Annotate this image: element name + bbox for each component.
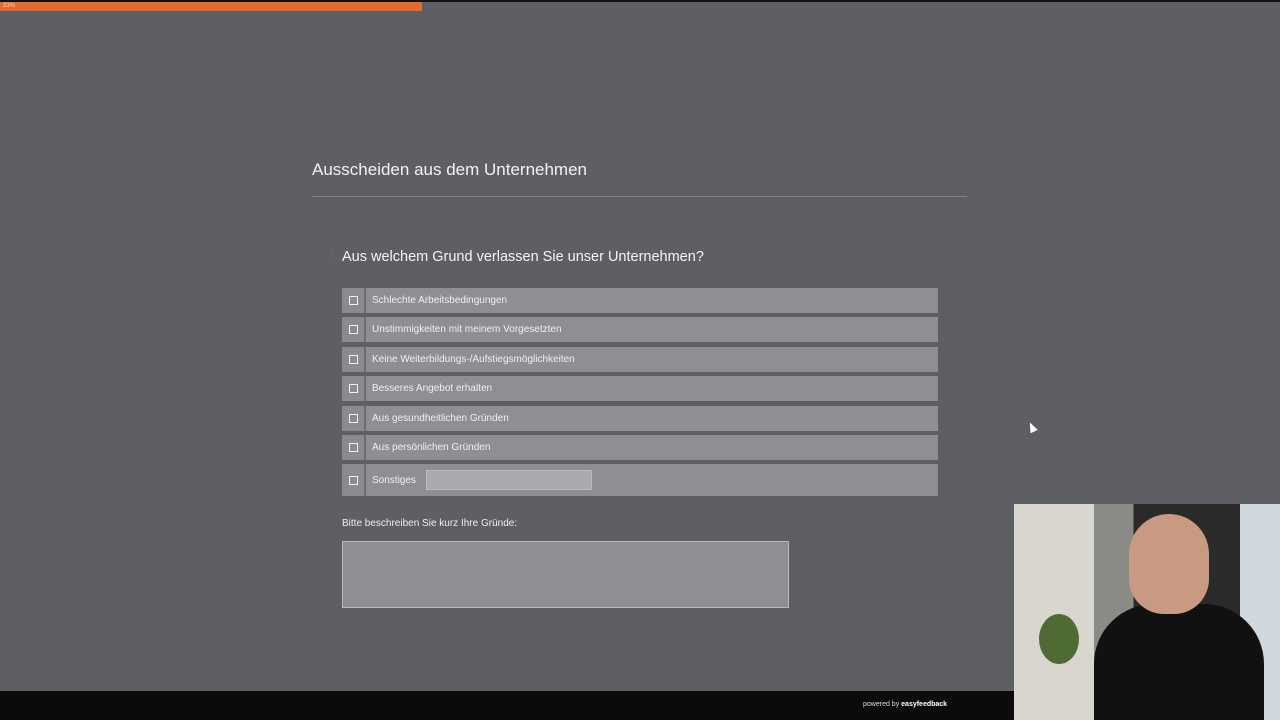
- option-row[interactable]: [342, 347, 938, 372]
- option-label: Schlechte Arbeitsbedingungen: [372, 295, 508, 306]
- checkbox[interactable]: [342, 464, 366, 496]
- option-row[interactable]: [342, 435, 938, 460]
- checkbox[interactable]: [342, 347, 366, 372]
- progress-bar: [0, 2, 1280, 11]
- options-list: [342, 288, 938, 501]
- option-row[interactable]: [342, 406, 938, 431]
- powered-prefix: powered by: [863, 701, 900, 708]
- presenter-face: [1129, 514, 1209, 614]
- webcam-overlay: [1014, 504, 1280, 720]
- description-label: Bitte beschreiben Sie kurz Ihre Gründe:: [342, 518, 518, 529]
- option-row[interactable]: [342, 317, 938, 342]
- checkbox[interactable]: [342, 406, 366, 431]
- question-number: 3: [329, 252, 334, 261]
- option-label: Sonstiges: [372, 474, 416, 486]
- progress-fill: 33%: [0, 2, 422, 11]
- option-label: Unstimmigkeiten mit meinem Vorgesetzten: [372, 324, 562, 336]
- divider: [312, 196, 967, 197]
- option-row-other[interactable]: [342, 464, 938, 496]
- option-label: Besseres Angebot erhalten: [372, 383, 493, 395]
- option-row[interactable]: [342, 376, 938, 401]
- option-label: Aus persönlichen Gründen: [372, 441, 491, 453]
- presenter-body: [1094, 604, 1264, 720]
- checkbox[interactable]: [342, 435, 366, 460]
- description-textarea[interactable]: [342, 541, 789, 608]
- option-label: Aus gesundheitlichen Gründen: [372, 412, 509, 424]
- checkbox[interactable]: [342, 317, 366, 342]
- section-title: Ausscheiden aus dem Unternehmen: [312, 160, 587, 179]
- other-input[interactable]: [426, 470, 592, 490]
- plant: [1039, 614, 1079, 664]
- option-row[interactable]: [342, 288, 938, 313]
- powered-by[interactable]: [863, 701, 947, 708]
- option-label: Keine Weiterbildungs-/Aufstiegsmöglichkeiten: [372, 353, 575, 365]
- mouse-cursor-icon: [1026, 421, 1037, 433]
- checkbox[interactable]: [342, 288, 366, 313]
- checkbox[interactable]: [342, 376, 366, 401]
- question-text: Aus welchem Grund verlassen Sie unser Unternehmen?: [342, 249, 704, 265]
- brand-name: easyfeedback: [901, 701, 948, 708]
